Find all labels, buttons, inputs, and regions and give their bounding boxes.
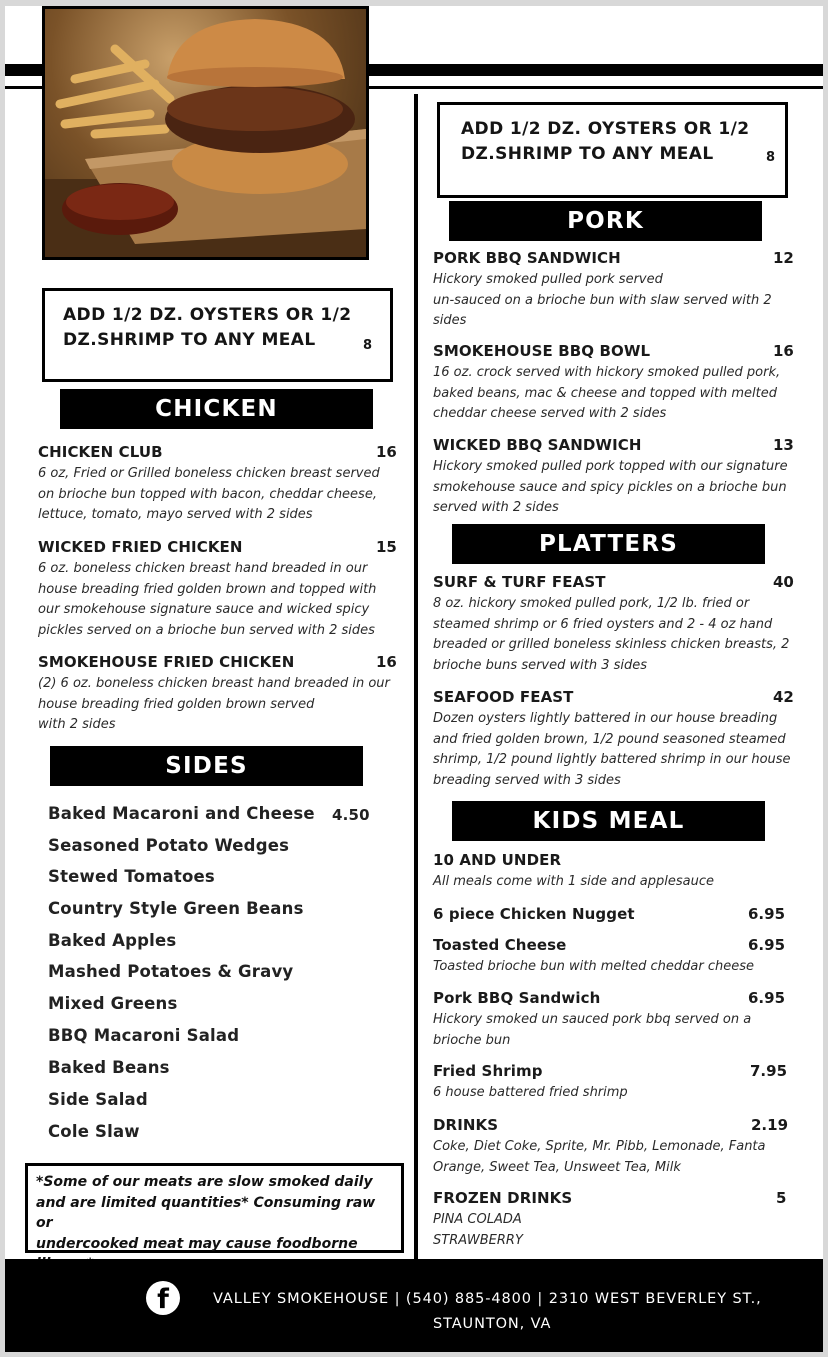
- item-price: 5: [776, 1189, 787, 1207]
- item-price: 42: [773, 688, 794, 706]
- menu-item-wicked-fried-chicken: [38, 538, 396, 641]
- side-item: Baked Macaroni and Cheese: [48, 804, 315, 823]
- item-price: 6.95: [748, 989, 786, 1007]
- item-description: PINA COLADA STRAWBERRY: [433, 1212, 523, 1248]
- addon-box-left: [42, 288, 393, 382]
- menu-item-smokehouse-fried-chicken: [38, 653, 396, 736]
- item-description: Hickory smoked pulled pork topped with our signature smokehouse sauce and spicy pickles on a brioche bun served with 2 sides: [433, 459, 788, 515]
- item-name: SMOKEHOUSE FRIED CHICKEN: [38, 653, 295, 671]
- side-item: Cole Slaw: [48, 1122, 140, 1141]
- addon-text-line2: DZ.SHRIMP TO ANY MEAL: [63, 330, 316, 350]
- addon-text-line1: ADD 1/2 DZ. OYSTERS OR 1/2: [461, 119, 750, 139]
- kids-heading: [433, 851, 793, 893]
- menu-item-drinks: [433, 1116, 793, 1178]
- footer-city-line: STAUNTON, VA: [433, 1316, 552, 1332]
- side-item: Baked Apples: [48, 931, 177, 950]
- item-price: 6.95: [748, 936, 786, 954]
- addon-price: 8: [363, 338, 373, 353]
- item-name: SURF & TURF FEAST: [433, 573, 606, 591]
- item-name: WICKED BBQ SANDWICH: [433, 436, 642, 454]
- item-name: FROZEN DRINKS: [433, 1189, 573, 1207]
- side-item: Mashed Potatoes & Gravy: [48, 962, 294, 981]
- item-description: 16 oz. crock served with hickory smoked pulled pork, baked beans, mac & cheese and topped with melted cheddar cheese served with 2 sides: [433, 365, 781, 421]
- side-item: Baked Beans: [48, 1058, 170, 1077]
- side-item: Stewed Tomatoes: [48, 867, 215, 886]
- item-description: 6 oz, Fried or Grilled boneless chicken breast served on brioche bun topped with bacon, cheddar cheese, lettuce, tomato, mayo served with 2 sides: [38, 466, 380, 522]
- item-price: 16: [376, 653, 397, 671]
- kids-subtext: All meals come with 1 side and applesauce: [433, 874, 714, 889]
- item-name: SEAFOOD FEAST: [433, 688, 574, 706]
- side-item: Side Salad: [48, 1090, 148, 1109]
- section-platters-banner: PLATTERS: [452, 524, 765, 564]
- section-chicken-banner: CHICKEN: [60, 389, 373, 429]
- item-price: 15: [376, 538, 397, 556]
- item-price: 7.95: [750, 1062, 788, 1080]
- item-price: 40: [773, 573, 794, 591]
- item-price: 13: [773, 436, 794, 454]
- item-name: DRINKS: [433, 1116, 499, 1134]
- side-item-price: 4.50: [332, 806, 370, 824]
- side-item: Mixed Greens: [48, 994, 178, 1013]
- menu-item-smokehouse-bbq-bowl: [433, 342, 793, 425]
- kids-item-pork-bbq-sandwich: [433, 989, 793, 1051]
- section-sides-banner: SIDES: [50, 746, 363, 786]
- section-pork-banner: PORK: [449, 201, 762, 241]
- addon-text-line1: ADD 1/2 DZ. OYSTERS OR 1/2: [63, 305, 352, 325]
- item-name: Pork BBQ Sandwich: [433, 989, 601, 1007]
- item-price: 2.19: [751, 1116, 789, 1134]
- menu-page: [5, 6, 823, 1352]
- item-price: 12: [773, 249, 794, 267]
- item-description: Hickory smoked pulled pork served un-sauced on a brioche bun with slaw served with 2 sides: [433, 272, 772, 328]
- item-description: Hickory smoked un sauced pork bbq served on a brioche bun: [433, 1012, 752, 1048]
- kids-item-fried-shrimp: [433, 1062, 793, 1104]
- section-kids-banner: KIDS MEAL: [452, 801, 765, 841]
- footer-bar: [5, 1259, 823, 1352]
- item-description: 6 oz. boneless chicken breast hand breaded in our house breading fried golden brown and topped with our smokehouse signature sauce and wicked spicy pickles served on a brioche bun served with 2 sides: [38, 561, 377, 638]
- side-item: Seasoned Potato Wedges: [48, 836, 290, 855]
- item-description: 8 oz. hickory smoked pulled pork, 1/2 lb. fried or steamed shrimp or 6 fried oysters and 2 - 4 oz hand breaded or grilled boneless skinless chicken breasts, 2 brioche buns served with 3 sides: [433, 596, 790, 673]
- item-description: Coke, Diet Coke, Sprite, Mr. Pibb, Lemonade, Fanta Orange, Sweet Tea, Unsweet Tea, Milk: [433, 1139, 766, 1175]
- addon-text-line2: DZ.SHRIMP TO ANY MEAL: [461, 144, 714, 164]
- disclaimer-note: *Some of our meats are slow smoked daily and are limited quantities* Consuming raw or undercooked meat may cause foodborne: [25, 1163, 404, 1253]
- item-name: WICKED FRIED CHICKEN: [38, 538, 243, 556]
- menu-item-chicken-club: [38, 443, 396, 526]
- item-price: 16: [773, 342, 794, 360]
- item-name: PORK BBQ SANDWICH: [433, 249, 621, 267]
- item-name: CHICKEN CLUB: [38, 443, 163, 461]
- menu-item-pork-bbq-sandwich: [433, 249, 793, 332]
- addon-box-right: [437, 102, 788, 198]
- addon-price: 8: [766, 150, 776, 165]
- side-item: BBQ Macaroni Salad: [48, 1026, 240, 1045]
- column-divider: [414, 94, 418, 1259]
- item-description: Dozen oysters lightly battered in our house breading and fried golden brown, 1/2 pound seasoned steamed shrimp, 1/2 pound lightly battered shrimp in our house breading served with 3 sides: [433, 711, 791, 788]
- item-description: (2) 6 oz. boneless chicken breast hand breaded in our house breading fried golden brown served with 2 sides: [38, 676, 390, 732]
- item-description: 6 house battered fried shrimp: [433, 1085, 628, 1100]
- facebook-icon[interactable]: f: [146, 1281, 180, 1315]
- item-price: 6.95: [748, 905, 786, 923]
- menu-item-seafood-feast: [433, 688, 793, 791]
- kids-heading-text: 10 AND UNDER: [433, 851, 562, 869]
- kids-item-chicken-nugget: [433, 905, 793, 923]
- menu-item-wicked-bbq-sandwich: [433, 436, 793, 519]
- menu-item-frozen-drinks: [433, 1189, 793, 1251]
- item-name: Toasted Cheese: [433, 936, 567, 954]
- item-name: SMOKEHOUSE BBQ BOWL: [433, 342, 651, 360]
- kids-item-toasted-cheese: [433, 936, 793, 978]
- sandwich-photo: [42, 6, 369, 260]
- item-name: Fried Shrimp: [433, 1062, 543, 1080]
- item-price: 16: [376, 443, 397, 461]
- menu-item-surf-turf-feast: [433, 573, 793, 676]
- item-description: Toasted brioche bun with melted cheddar cheese: [433, 959, 755, 974]
- side-item: Country Style Green Beans: [48, 899, 304, 918]
- footer-contact-line: VALLEY SMOKEHOUSE | (540) 885-4800 | 2310 WEST BEVERLEY ST.,: [213, 1291, 762, 1307]
- item-name: 6 piece Chicken Nugget: [433, 905, 635, 923]
